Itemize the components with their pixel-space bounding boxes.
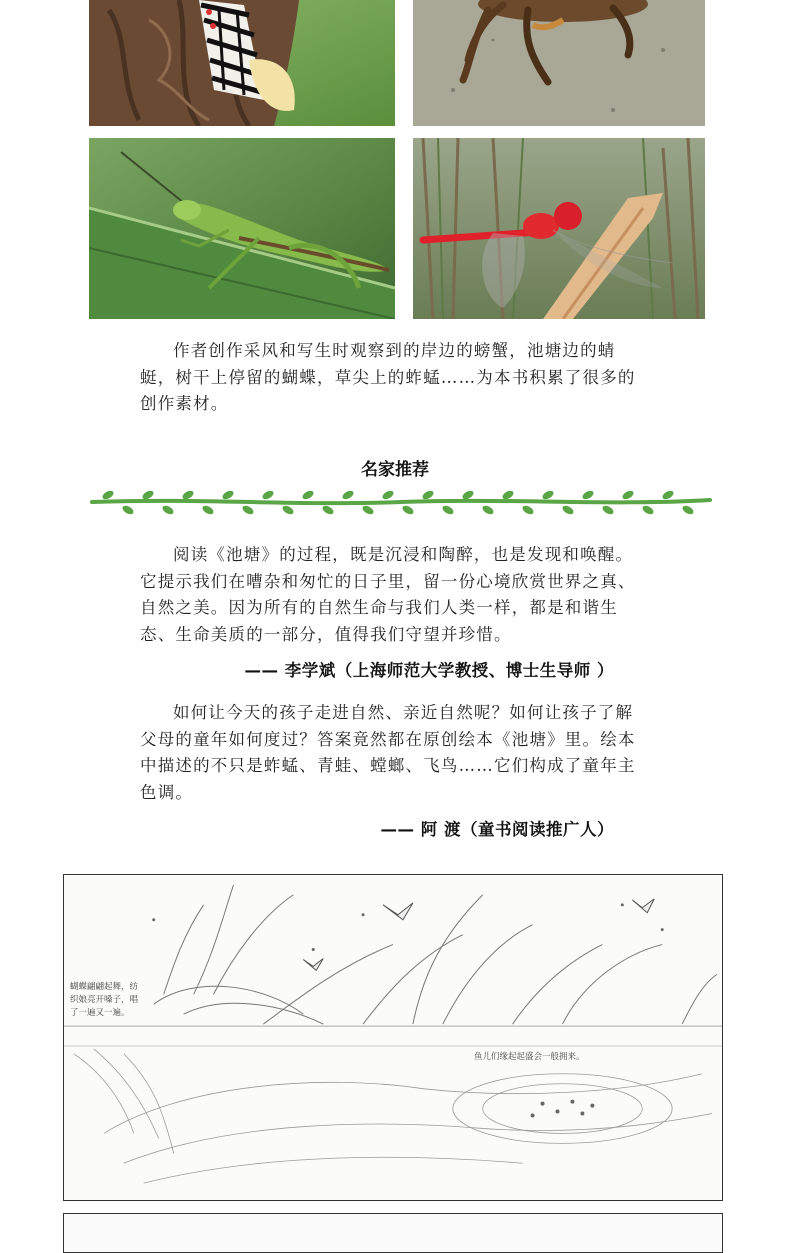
photo-caption	[140, 338, 650, 418]
recommendation-quote-2	[140, 700, 646, 806]
next-sketch-frame	[63, 1213, 723, 1253]
grasshopper-photo	[89, 138, 395, 319]
pond-sketch-illustration	[63, 874, 723, 1201]
caption-text: 作者创作采风和写生时观察到的岸边的螃蟹，池塘边的蜻蜓，树干上停留的蝴蝶，草尖上的蚱蜢……为本书积累了很多的创作素材。	[140, 341, 636, 413]
recommendation-quote-1	[140, 542, 646, 648]
vine-leaf	[561, 504, 575, 516]
vine-leaf	[301, 489, 315, 501]
vine-leaf	[161, 504, 175, 516]
quote-2-text: 如何让今天的孩子走进自然、亲近自然呢？如何让孩子了解父母的童年如何度过？答案竟然都在原创绘本《池塘》里。绘本中描述的不只是蚱蜢、青蛙、螳螂、飞鸟……它们构成了童年主色调。	[140, 703, 636, 802]
quote-1-attribution: —— 李学斌（上海师范大学教授、博士生导师 ）	[244, 661, 614, 680]
vine-leaf	[221, 489, 235, 501]
vine-leaf	[521, 504, 535, 516]
vine-leaf	[541, 489, 555, 501]
section-title: 名家推荐	[361, 460, 429, 480]
vine-leaf	[261, 489, 275, 501]
vine-leaf	[641, 504, 655, 516]
dragonfly-photo	[413, 138, 705, 319]
sketch-note-right: 鱼儿们缘起起盛会一般拥来。	[474, 1052, 585, 1062]
quote-1-text: 阅读《池塘》的过程，既是沉浸和陶醉，也是发现和唤醒。它提示我们在嘈杂和匆忙的日子里，留一份心境欣赏世界之真、自然之美。因为所有的自然生命与我们人类一样，都是和谐生态、生命美质的一部分，值得我们守望并珍惜。	[140, 545, 636, 644]
vine-leaf	[601, 504, 615, 516]
sketch-note-left: 蝴蝶翩翩起舞，纺织娘亮开嗓子，唱了一遍又一遍。	[70, 982, 139, 1018]
vine-leaf	[281, 504, 295, 516]
vine-leaf	[241, 504, 255, 516]
vine-leaf	[101, 489, 115, 501]
vine-leaf	[681, 504, 695, 516]
vine-leaf	[321, 504, 335, 516]
butterfly-photo	[89, 0, 395, 126]
vine-leaf	[621, 489, 635, 501]
vine-leaf	[201, 504, 215, 516]
vine-leaf	[381, 489, 395, 501]
vine-leaf	[341, 489, 355, 501]
vine-divider	[90, 486, 712, 522]
quote-2-attribution: —— 阿 渡（童书阅读推广人）	[380, 820, 614, 839]
vine-leaf	[581, 489, 595, 501]
crab-photo	[413, 0, 705, 126]
vine-leaf	[441, 504, 455, 516]
vine-leaf	[661, 489, 675, 501]
vine-leaf	[481, 504, 495, 516]
vine-leaf	[121, 504, 135, 516]
vine-leaf	[361, 504, 375, 516]
vine-leaf	[401, 504, 415, 516]
